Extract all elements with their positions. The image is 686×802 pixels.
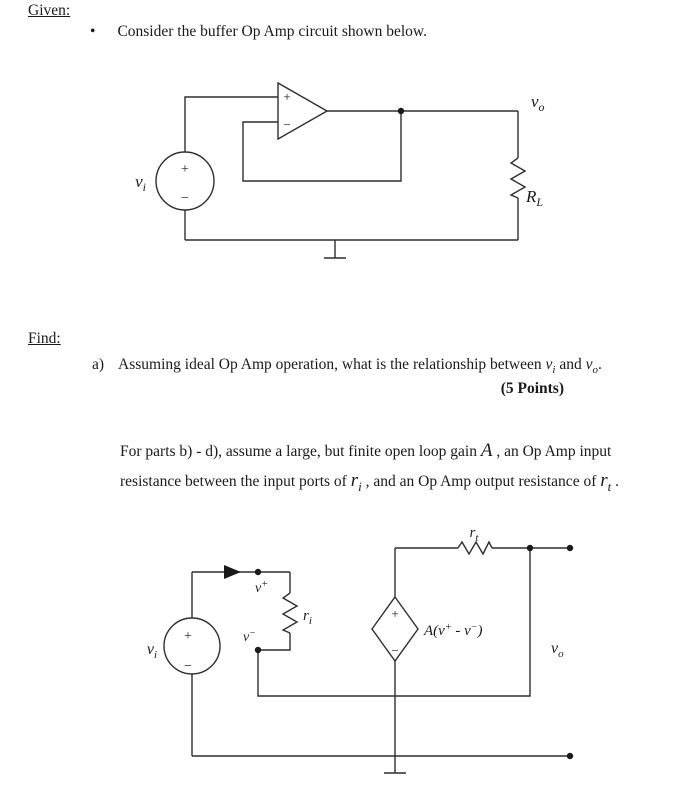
source-minus-sign: − bbox=[181, 191, 189, 206]
label-vi: $v_i$ bbox=[135, 172, 146, 194]
junction-dot-vo bbox=[527, 545, 533, 551]
math-vi: $v_i$ bbox=[545, 356, 556, 377]
given-heading: Given: bbox=[28, 2, 71, 19]
label-vminus: v− bbox=[243, 628, 256, 645]
paragraph-line-1 bbox=[120, 440, 611, 462]
source-vi-circle bbox=[164, 618, 220, 674]
label-vo: $v_o$ bbox=[531, 92, 545, 114]
terminal-dot-bottom bbox=[567, 753, 573, 759]
source-plus-sign: + bbox=[181, 162, 189, 177]
given-item-text: Consider the buffer Op Amp circuit shown below. bbox=[117, 23, 427, 40]
terminal-dot-top bbox=[567, 545, 573, 551]
source-plus-sign: + bbox=[184, 629, 192, 644]
circuit-1-buffer bbox=[135, 83, 544, 258]
label-vo: $v_o$ bbox=[551, 640, 564, 660]
paragraph-1-text-b: , an Op Amp input bbox=[496, 443, 612, 460]
math-rt: $r_t$ bbox=[600, 470, 612, 494]
label-ri: $r_i$ bbox=[303, 608, 312, 627]
math-ri: $r_i$ bbox=[350, 470, 362, 494]
question-a-text: Assuming ideal Op Amp operation, what is the relationship between bbox=[118, 356, 542, 373]
paragraph-1-text-a: For parts b) - d), assume a large, but finite open loop gain bbox=[120, 443, 477, 460]
source-minus-sign: − bbox=[184, 659, 192, 674]
junction-dot-vplus bbox=[255, 569, 261, 575]
math-A: A bbox=[480, 440, 493, 461]
find-heading: Find: bbox=[28, 330, 61, 347]
opamp-plus-sign: + bbox=[283, 89, 291, 104]
bullet-marker: • bbox=[90, 23, 96, 40]
wire-feedback bbox=[243, 111, 401, 181]
question-a-and: and bbox=[559, 356, 582, 373]
question-a bbox=[92, 356, 602, 376]
label-dep-source: A(v+ - v−) bbox=[424, 622, 483, 639]
paragraph-line-2 bbox=[120, 470, 619, 495]
junction-dot-vminus bbox=[255, 647, 261, 653]
paragraph-2-text-b: , and an Op Amp output resistance of bbox=[365, 473, 597, 490]
current-arrow-icon bbox=[224, 565, 241, 579]
paragraph-2-period: . bbox=[615, 473, 620, 490]
label-vi: $v_i$ bbox=[146, 641, 157, 661]
math-vo: $v_o$ bbox=[585, 356, 598, 377]
dep-source-minus-sign: − bbox=[391, 643, 399, 658]
label-vplus: v+ bbox=[255, 579, 268, 596]
opamp-minus-sign: − bbox=[283, 117, 291, 132]
junction-dot-output bbox=[398, 108, 404, 114]
resistor-ri bbox=[283, 593, 297, 633]
question-a-label: a) bbox=[92, 356, 105, 373]
label-rt: $r_t$ bbox=[469, 525, 479, 544]
label-rl: $R_L$ bbox=[526, 187, 544, 209]
dep-source-plus-sign: + bbox=[391, 606, 399, 621]
resistor-rl bbox=[511, 158, 525, 198]
circuit-2-opamp-model bbox=[147, 525, 573, 773]
wire-noninv-input bbox=[185, 97, 278, 152]
points-badge: (5 Points) bbox=[500, 380, 564, 397]
question-a-period: . bbox=[598, 356, 602, 373]
paragraph-2-text-a: resistance between the input ports of bbox=[120, 473, 347, 490]
wire-vminus bbox=[258, 633, 290, 650]
